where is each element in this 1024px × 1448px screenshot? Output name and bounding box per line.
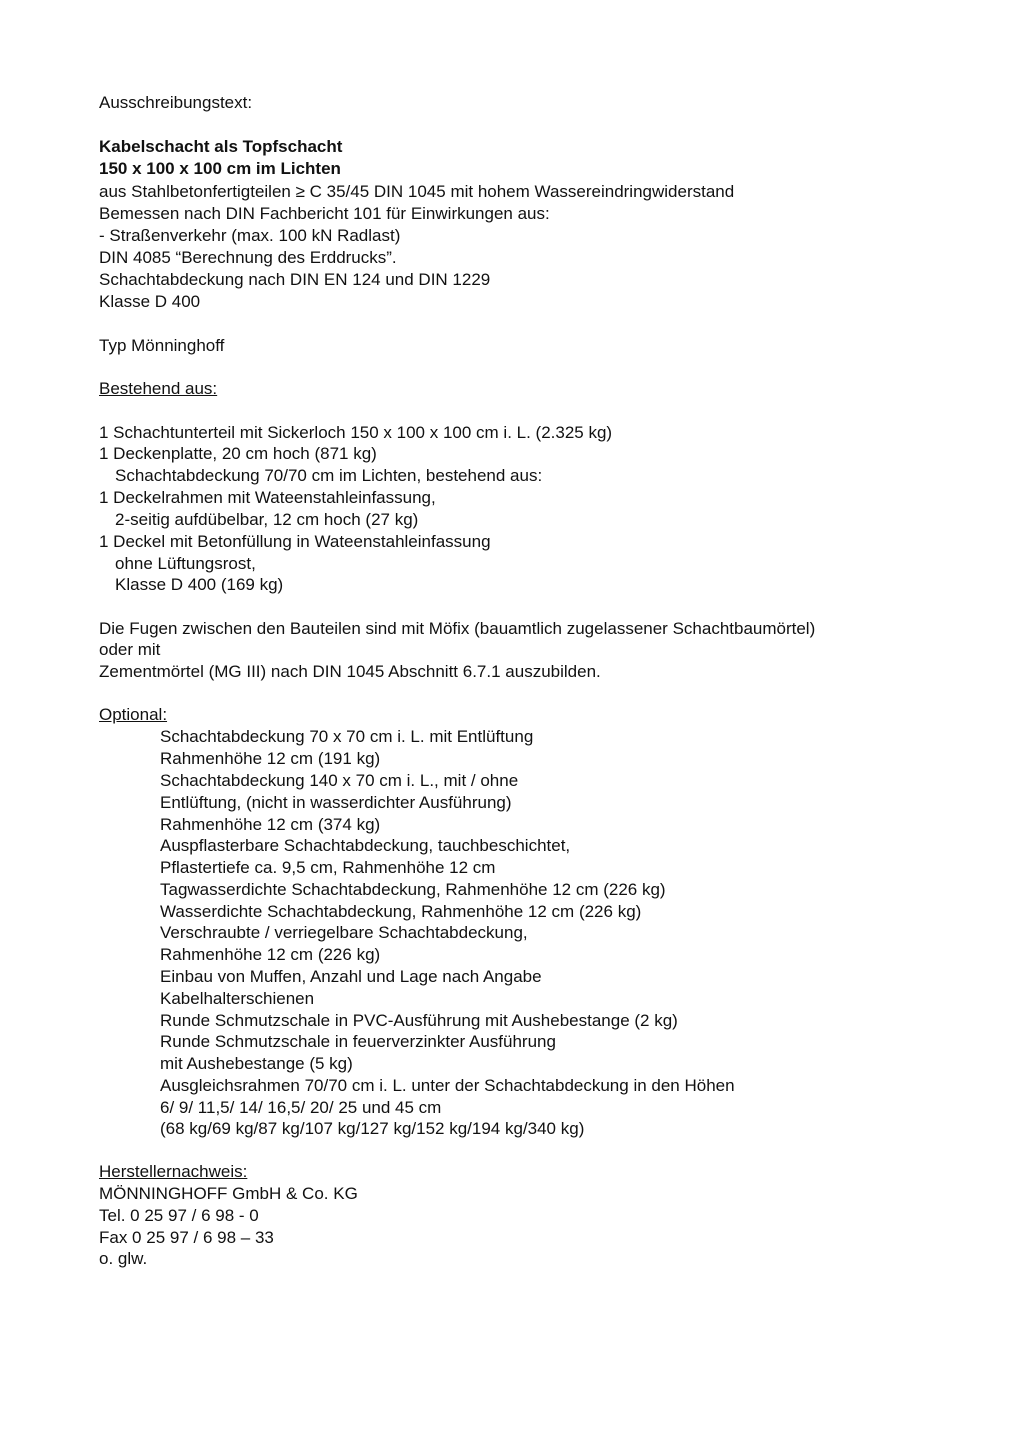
spec-line: - Straßenverkehr (max. 100 kN Radlast) <box>99 226 401 245</box>
optional-line: Runde Schmutzschale in PVC-Ausführung mit Aushebestange (2 kg) <box>160 1011 678 1030</box>
optional-line: 6/ 9/ 11,5/ 14/ 16,5/ 20/ 25 und 45 cm <box>160 1098 442 1117</box>
component-line: Klasse D 400 (169 kg) <box>115 575 284 594</box>
manufacturer-name: MÖNNINGHOFF GmbH & Co. KG <box>99 1184 358 1203</box>
manufacturer-equivalent: o. glw. <box>99 1249 148 1268</box>
optional-line: Tagwasserdichte Schachtabdeckung, Rahmenhöhe 12 cm (226 kg) <box>160 880 666 899</box>
optional-line: Schachtabdeckung 70 x 70 cm i. L. mit Entlüftung <box>160 727 534 746</box>
optional-heading: Optional: <box>99 705 168 724</box>
optional-line: Wasserdichte Schachtabdeckung, Rahmenhöhe 12 cm (226 kg) <box>160 902 642 921</box>
optional-line: Einbau von Muffen, Anzahl und Lage nach Angabe <box>160 967 542 986</box>
optional-line: mit Aushebestange (5 kg) <box>160 1054 353 1073</box>
spec-line: DIN 4085 “Berechnung des Erddrucks”. <box>99 248 397 267</box>
component-line: 2-seitig aufdübelbar, 12 cm hoch (27 kg) <box>115 510 419 529</box>
optional-line: Rahmenhöhe 12 cm (374 kg) <box>160 815 381 834</box>
joints-line: Zementmörtel (MG III) nach DIN 1045 Abschnitt 6.7.1 auszubilden. <box>99 662 601 681</box>
component-line: ohne Lüftungsrost, <box>115 554 256 573</box>
component-line: 1 Deckel mit Betonfüllung in Wateenstahleinfassung <box>99 532 491 551</box>
optional-line: Rahmenhöhe 12 cm (226 kg) <box>160 945 381 964</box>
component-line: Schachtabdeckung 70/70 cm im Lichten, bestehend aus: <box>115 466 543 485</box>
manufacturer-heading: Herstellernachweis: <box>99 1162 248 1181</box>
spec-line: aus Stahlbetonfertigteilen ≥ C 35/45 DIN 1045 mit hohem Wassereindringwiderstand <box>99 182 735 201</box>
document-page <box>99 0 979 1448</box>
optional-line: Pflastertiefe ca. 9,5 cm, Rahmenhöhe 12 cm <box>160 858 496 877</box>
components-heading: Bestehend aus: <box>99 379 218 398</box>
document-subtitle: 150 x 100 x 100 cm im Lichten <box>99 159 341 178</box>
spec-line: Schachtabdeckung nach DIN EN 124 und DIN 1229 <box>99 270 491 289</box>
optional-line: Ausgleichsrahmen 70/70 cm i. L. unter der Schachtabdeckung in den Höhen <box>160 1076 735 1095</box>
optional-line: Schachtabdeckung 140 x 70 cm i. L., mit / ohne <box>160 771 519 790</box>
component-line: 1 Deckelrahmen mit Wateenstahleinfassung, <box>99 488 436 507</box>
optional-line: Auspflasterbare Schachtabdeckung, tauchbeschichtet, <box>160 836 571 855</box>
optional-line: Verschraubte / verriegelbare Schachtabdeckung, <box>160 923 528 942</box>
document-title: Kabelschacht als Topfschacht <box>99 137 343 156</box>
spec-line: Bemessen nach DIN Fachbericht 101 für Einwirkungen aus: <box>99 204 550 223</box>
component-line: 1 Schachtunterteil mit Sickerloch 150 x 100 x 100 cm i. L. (2.325 kg) <box>99 423 613 442</box>
component-line: 1 Deckenplatte, 20 cm hoch (871 kg) <box>99 444 377 463</box>
joints-line: Die Fugen zwischen den Bauteilen sind mit Möfix (bauamtlich zugelassener Schachtbaumörtel) <box>99 619 816 638</box>
optional-line: Rahmenhöhe 12 cm (191 kg) <box>160 749 381 768</box>
intro-label: Ausschreibungstext: <box>99 93 253 112</box>
manufacturer-phone: Tel. 0 25 97 / 6 98 - 0 <box>99 1206 259 1225</box>
optional-line: Runde Schmutzschale in feuerverzinkter Ausführung <box>160 1032 556 1051</box>
optional-line: (68 kg/69 kg/87 kg/107 kg/127 kg/152 kg/194 kg/340 kg) <box>160 1119 585 1138</box>
type-line: Typ Mönninghoff <box>99 336 225 355</box>
joints-line: oder mit <box>99 640 161 659</box>
optional-line: Kabelhalterschienen <box>160 989 315 1008</box>
manufacturer-fax: Fax 0 25 97 / 6 98 – 33 <box>99 1228 274 1247</box>
optional-line: Entlüftung, (nicht in wasserdichter Ausführung) <box>160 793 512 812</box>
spec-line: Klasse D 400 <box>99 292 201 311</box>
